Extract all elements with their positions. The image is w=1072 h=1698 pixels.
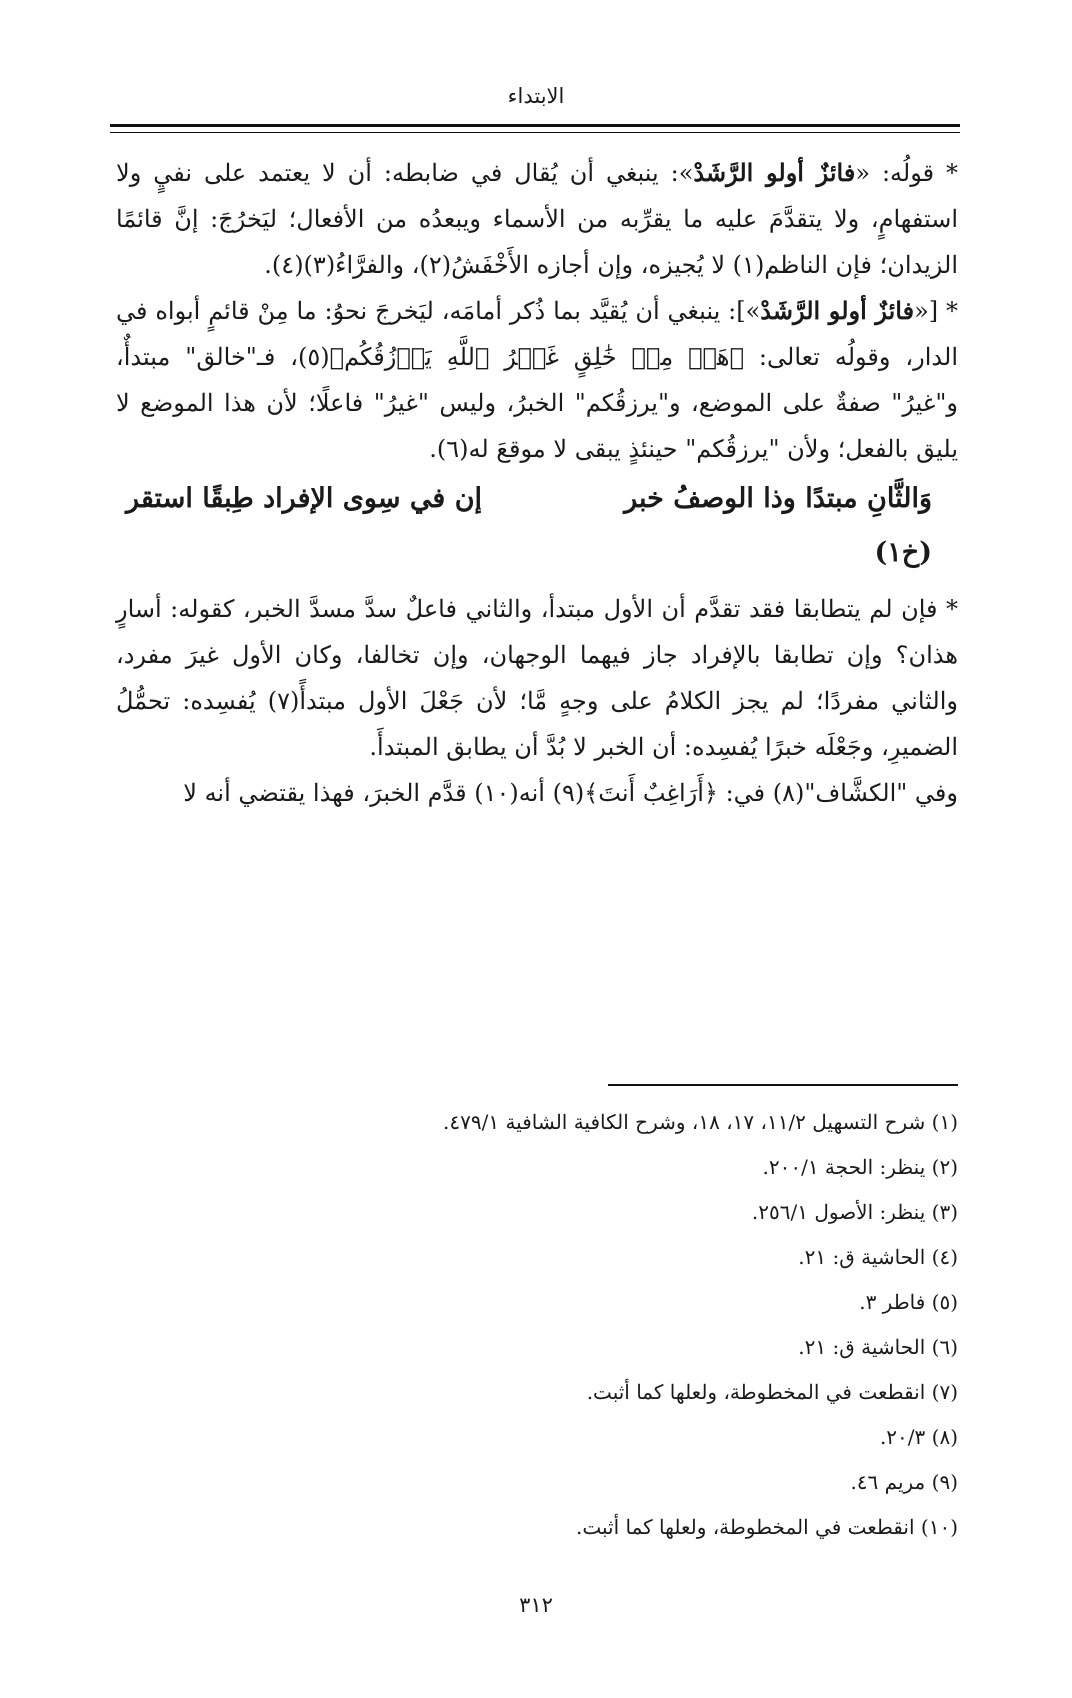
- verse-code: (خ١): [874, 537, 932, 568]
- verse-line: [116, 472, 958, 526]
- footnote-item: (٣) ينظر: الأصول ٢٥٦/١.: [751, 1200, 958, 1224]
- paragraph-2: [116, 288, 958, 472]
- footnote-item: (١) شرح التسهيل ١١/٢، ١٧، ١٨، وشرح الكافية الشافية ٤٧٩/١.: [443, 1110, 958, 1134]
- paragraph-2-lead: * [«: [914, 297, 958, 325]
- paragraph-1-rest: »: ينبغي أن يُقال في ضابطه: أن لا يعتمد على نفيٍ ولا استفهامٍ، ولا يتقدَّمَ عليه ما يقرِّبه من الأسماء ويبعدُه من الأفعال؛ ليَخرُجَ: إنَّ قائمًا الزيدان؛ فإن الناظم(١) لا يُجيزه، وإن أجازه الأَخْفَشُ(٢)، والفرَّاءُ(٣)(٤).: [116, 159, 958, 279]
- footnote-item: (٢) ينظر: الحجة ٢٠٠/١.: [762, 1155, 958, 1179]
- verse-right-hemistich: وَالثَّانِ مبتدًا وذا الوصفُ خبر: [624, 483, 932, 514]
- header-rule-thick: [110, 124, 960, 127]
- running-header: الابتداء: [507, 84, 565, 108]
- footnote-item: (٦) الحاشية ق: ٢١.: [798, 1335, 958, 1359]
- paragraph-1-lead: * قولُه: «: [855, 159, 959, 187]
- footnotes-list: [116, 1100, 958, 1550]
- footnote-item: (١٠) انقطعت في المخطوطة، ولعلها كما أثبت.: [575, 1515, 958, 1539]
- verse-left-hemistich: إن في سِوى الإفراد طِبقًا استقر: [126, 483, 483, 514]
- footnote-item: (٧) انقطعت في المخطوطة، ولعلها كما أثبت.: [586, 1380, 958, 1404]
- header-rule-thin: [110, 132, 960, 133]
- footnote-separator: [608, 1084, 958, 1086]
- footnote-item: (٤) الحاشية ق: ٢١.: [798, 1245, 958, 1269]
- page-number: ٣١٢: [519, 1593, 553, 1617]
- footnote-item: (٨) ٢٠/٣.: [879, 1425, 958, 1449]
- paragraph-1-quote: فائزٌ أولو الرَّشَدْ: [693, 158, 856, 187]
- paragraph-4: وفي "الكشَّاف"(٨) في: ﴿أَرَاغِبٌ أَنتَ﴾(٩) أنه(١٠) قدَّم الخبرَ، فهذا يقتضي أنه لا: [183, 779, 958, 807]
- footnote-item: (٩) مريم ٤٦.: [850, 1470, 958, 1494]
- paragraph-3: * فإن لم يتطابقا فقد تقدَّم أن الأول مبتدأ، والثاني فاعلٌ سدَّ مسدَّ الخبر، كقوله: أسارٍ هذان؟ وإن تطابقا بالإفراد جاز فيهما الوجهان، وإن تخالفا، وكان الأول غيرَ مفرد، والثاني مفردًا؛ لم يجز الكلامُ على وجهٍ مَّا؛ لأن جَعْلَ الأول مبتدأً(٧) يُفسِده: تحمُّلُ الضميرِ، وجَعْلَه خبرًا يُفسِده: أن الخبر لا بُدَّ أن يطابق المبتدأَ.: [116, 595, 958, 761]
- paragraph-2-quote: فائزٌ أولو الرَّشَدْ: [760, 296, 915, 325]
- footnote-item: (٥) فاطر ٣.: [859, 1290, 958, 1314]
- paragraph-1: [116, 150, 958, 288]
- main-text: [116, 150, 958, 816]
- paragraph-2-rest: »]: ينبغي أن يُقيَّد بما ذُكر أمامَه، ليَخرجَ نحوُ: ما مِنْ قائمٍ أبواه في الدار، وقولُه تعالى: ﴿هَلۡ مِنۡ خَٰلِقٍ غَيۡرُ ٱللَّهِ يَرۡزُقُكُم﴾(٥)، فـ"خالق" مبتدأٌ، و"غيرُ" صفةٌ على الموضع، و"يرزقُكم" الخبرُ، وليس "غيرُ" فاعلًا؛ لأن هذا الموضع لا يليق بالفعل؛ ولأن "يرزقُكم" حينئذٍ يبقى لا موقعَ له(٦).: [116, 297, 958, 463]
